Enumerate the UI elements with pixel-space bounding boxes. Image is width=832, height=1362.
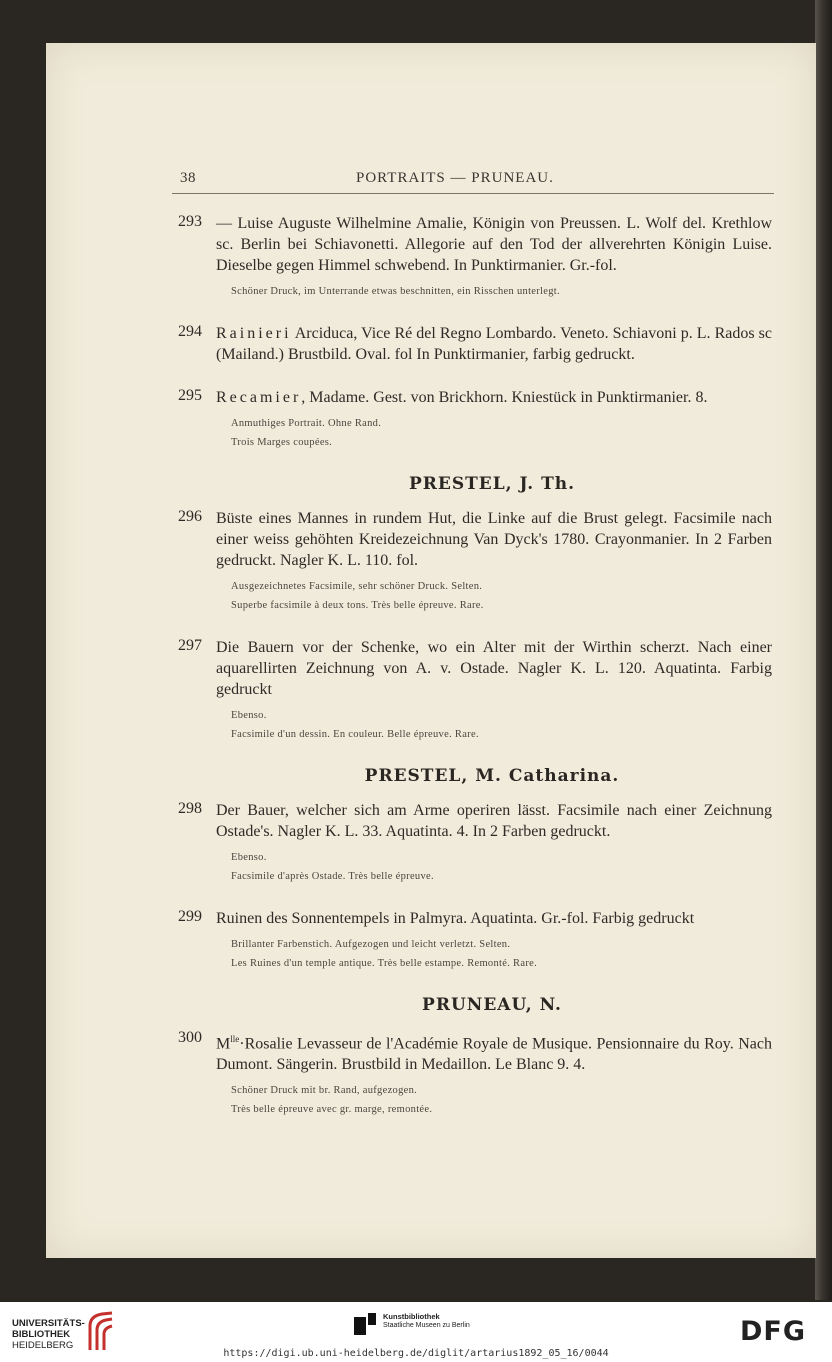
catalog-page xyxy=(46,43,816,1258)
section-heading-pruneau: PRUNEAU, N. xyxy=(422,995,562,1015)
entry-description: Der Bauer, welcher sich am Arme operiren lässt. Facsimile nach einer Zeichnung Ostade's. Nagler K. L. 33. Aquatinta. 4. In 2 Farben gedruckt. xyxy=(216,802,772,840)
entry-note: Anmuthiges Portrait. Ohne Rand. xyxy=(231,418,382,429)
catalog-entry-293 xyxy=(172,213,772,301)
dfg-logo[interactable]: DFG xyxy=(740,1316,807,1347)
entry-note: Trois Marges coupées. xyxy=(231,437,333,448)
entry-note: Schöner Druck mit br. Rand, aufgezogen. xyxy=(231,1085,418,1097)
uni-label-line3: HEIDELBERG xyxy=(12,1340,74,1351)
scan-edge xyxy=(815,0,832,1300)
header-rule xyxy=(172,193,774,194)
entry-name: Rainieri xyxy=(216,325,292,342)
page-number: 38 xyxy=(180,170,196,186)
entry-note: Brillanter Farbenstich. Aufgezogen und leicht verletzt. Selten. xyxy=(231,939,511,950)
kb-subtitle: Staatliche Museen zu Berlin xyxy=(383,1322,470,1329)
kunstbibliothek-logo-icon[interactable] xyxy=(354,1313,378,1335)
viewer-footer xyxy=(0,1302,832,1362)
entry-note: Très belle épreuve avec gr. marge, remontée. xyxy=(231,1104,433,1116)
permalink-url[interactable]: https://digi.ub.uni-heidelberg.de/diglit/artarius1892_05_16/0044 xyxy=(223,1348,609,1359)
entry-text: ·Rosalie Levasseur de l'Académie Royale de Musique. Pensionnaire du Roy. Nach Dumont. Sängerin. Brustbild in Medaillon. Le Blanc 9. 4. xyxy=(216,1035,772,1074)
entry-note: Les Ruines d'un temple antique. Très belle estampe. Remonté. Rare. xyxy=(231,958,538,969)
entry-note: Facsimile d'un dessin. En couleur. Belle épreuve. Rare. xyxy=(231,729,479,740)
entry-description xyxy=(216,387,772,408)
entry-description xyxy=(216,1029,772,1075)
entry-note: Ebenso. xyxy=(231,852,267,863)
catalog-entry-299 xyxy=(172,908,772,973)
entry-number: 294 xyxy=(178,323,202,340)
entry-note: Schöner Druck, im Unterrande etwas beschnitten, ein Risschen unterlegt. xyxy=(231,286,560,297)
entry-number: 295 xyxy=(178,387,202,404)
catalog-entries xyxy=(172,213,772,1141)
entry-name: Recamier xyxy=(216,389,302,406)
entry-note: Facsimile d'après Ostade. Très belle épreuve. xyxy=(231,871,434,882)
catalog-entry-300 xyxy=(172,1029,772,1119)
catalog-entry-297 xyxy=(172,637,772,744)
entry-number: 299 xyxy=(178,908,202,925)
catalog-entry-295 xyxy=(172,387,772,452)
kunstbibliothek-label[interactable] xyxy=(383,1312,470,1330)
catalog-entry-298 xyxy=(172,800,772,886)
running-head xyxy=(180,170,770,192)
entry-note: Ausgezeichnetes Facsimile, sehr schöner Druck. Selten. xyxy=(231,581,483,592)
entry-description: — Luise Auguste Wilhelmine Amalie, Königin von Preussen. L. Wolf del. Krethlow sc. Berlin bei Schiavonetti. Allegorie auf den Tod der allverehrten Königin Luise. Dieselbe gegen Himmel schwebend. In Punktirmanier. Gr.-fol. xyxy=(216,215,772,274)
running-title: PORTRAITS — PRUNEAU. xyxy=(356,170,554,186)
entry-description: Büste eines Mannes in rundem Hut, die Linke auf die Brust gelegt. Facsimile nach einer weiss gehöhten Kreidezeichnung Van Dyck's 1780. Crayonmanier. In 2 Farben gedruckt. Nagler K. L. 110. fol. xyxy=(216,510,772,569)
entry-number: 298 xyxy=(178,800,202,817)
entry-prefix: M xyxy=(216,1035,231,1053)
entry-number: 293 xyxy=(178,213,202,230)
entry-note: Ebenso. xyxy=(231,710,267,721)
catalog-entry-296 xyxy=(172,508,772,615)
catalog-entry-294 xyxy=(172,323,772,365)
entry-text: Arciduca, Vice Ré del Regno Lombardo. Veneto. Schiavoni p. L. Rados sc (Mailand.) Brustbild. Oval. fol In Punktirmanier, farbig gedruckt. xyxy=(216,325,772,363)
university-library-label[interactable] xyxy=(12,1318,85,1351)
entry-description: Die Bauern vor der Schenke, wo ein Alter mit der Wirthin scherzt. Nach einer aquarellirten Zeichnung von A. v. Ostade. Nagler K. L. 120. Aquatinta. Farbig gedruckt xyxy=(216,639,772,698)
entry-text: , Madame. Gest. von Brickhorn. Kniestück in Punktirmanier. 8. xyxy=(301,389,708,406)
entry-note: Superbe facsimile à deux tons. Très belle épreuve. Rare. xyxy=(231,600,484,611)
entry-description: Ruinen des Sonnentempels in Palmyra. Aquatinta. Gr.-fol. Farbig gedruckt xyxy=(216,910,695,927)
section-heading-prestel-m: PRESTEL, M. Catharina. xyxy=(364,766,620,786)
section-heading-prestel-j: PRESTEL, J. Th. xyxy=(408,474,576,494)
kb-title: Kunstbibliothek xyxy=(383,1312,440,1321)
uni-label-line1: UNIVERSITÄTS- xyxy=(12,1318,85,1329)
entry-description xyxy=(216,323,772,365)
entry-prefix-sup: lle xyxy=(230,1034,240,1044)
entry-number: 297 xyxy=(178,637,202,654)
entry-number: 300 xyxy=(178,1029,202,1046)
uni-label-line2: BIBLIOTHEK xyxy=(12,1329,71,1340)
entry-number: 296 xyxy=(178,508,202,525)
